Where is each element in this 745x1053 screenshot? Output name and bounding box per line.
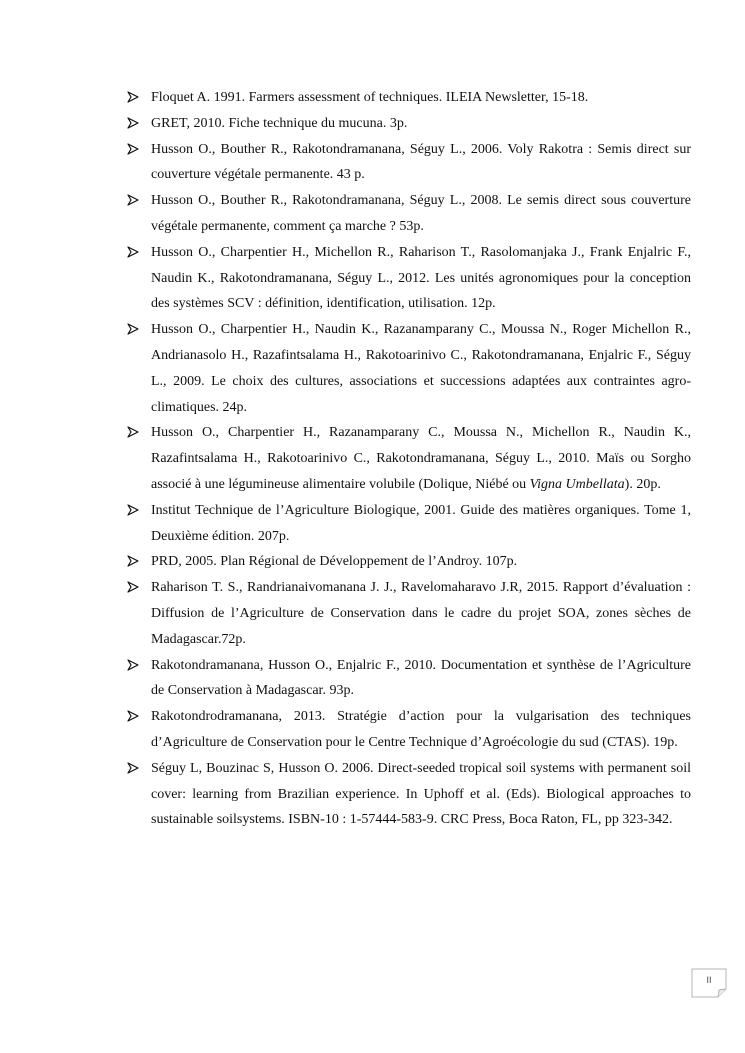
reference-text: Husson O., Bouther R., Rakotondramanana, Séguy L., 2006. Voly Rakotra : Semis direct sur couverture végétale permanente. 43 p. xyxy=(151,141,691,183)
page-number: II xyxy=(706,975,712,985)
reference-italic-species: Vigna Umbellata xyxy=(529,476,625,492)
reference-item xyxy=(127,498,691,550)
reference-text-end: ). 20p. xyxy=(624,476,661,492)
reference-item xyxy=(127,188,691,240)
reference-text: Husson O., Charpentier H., Razanamparany C., Moussa N., Michellon R., Naudin K., Razafintsalama H., Rakotoarinivo C., Rakotondramanana, Séguy L., 2010. Maïs ou Sorgho associé à une légumineuse alimentaire volubile (Dolique, Niébé ou xyxy=(151,425,691,492)
reference-item xyxy=(127,111,691,137)
reference-item xyxy=(127,137,691,189)
reference-text: PRD, 2005. Plan Régional de Développement de l’Androy. 107p. xyxy=(151,554,518,570)
reference-text: Husson O., Charpentier H., Naudin K., Razanamparany C., Moussa N., Roger Michellon R., Andrianasolo H., Razafintsalama H., Rakotoarinivo C., Rakotondramanana, Enjalric F., Séguy L., 2009. Le choix des cultures, associations et successions adaptées aux contraintes agro-climatiques. 24p. xyxy=(151,322,691,415)
arrowhead-bullet-icon xyxy=(127,91,139,103)
arrowhead-bullet-icon xyxy=(127,659,139,671)
reference-text: Séguy L, Bouzinac S, Husson O. 2006. Direct-seeded tropical soil systems with permanent soil cover: learning from Brazilian experience. In Uphoff et al. (Eds). Biological approaches to sustainable soilsystems. ISBN-10 : 1-57444-583-9. CRC Press, Boca Raton, FL, pp 323-342. xyxy=(151,760,691,828)
arrowhead-bullet-icon xyxy=(127,194,139,206)
arrowhead-bullet-icon xyxy=(127,762,139,774)
arrowhead-bullet-icon xyxy=(127,555,139,567)
reference-text: GRET, 2010. Fiche technique du mucuna. 3p. xyxy=(151,115,408,131)
arrowhead-bullet-icon xyxy=(127,710,139,722)
reference-text: Floquet A. 1991. Farmers assessment of techniques. ILEIA Newsletter, 15-18. xyxy=(151,90,589,105)
reference-item xyxy=(127,85,691,111)
reference-text: Husson O., Bouther R., Rakotondramanana, Séguy L., 2008. Le semis direct sous couverture végétale permanente, comment ça marche ? 53p. xyxy=(151,193,691,234)
reference-text: Rakotondrodramanana, 2013. Stratégie d’action pour la vulgarisation des techniques d’Agriculture de Conservation pour le Centre Technique d’Agroécologie du sud (CTAS). 19p. xyxy=(151,709,691,750)
arrowhead-bullet-icon xyxy=(127,504,139,516)
reference-item xyxy=(127,549,691,575)
arrowhead-bullet-icon xyxy=(127,117,139,129)
page-number-box xyxy=(691,968,727,998)
reference-item xyxy=(127,756,691,833)
reference-text: Rakotondramanana, Husson O., Enjalric F., 2010. Documentation et synthèse de l’Agriculture de Conservation à Madagascar. 93p. xyxy=(151,657,691,699)
arrowhead-bullet-icon xyxy=(127,426,139,438)
reference-text: Institut Technique de l’Agriculture Biologique, 2001. Guide des matières organiques. Tome 1, Deuxième édition. 207p. xyxy=(151,502,691,544)
reference-text: Raharison T. S., Randrianaivomanana J. J., Ravelomaharavo J.R, 2015. Rapport d’évaluation : Diffusion de l’Agriculture de Conservation dans le cadre du projet SOA, zones sèches de Madagascar.72p. xyxy=(151,580,691,647)
reference-item xyxy=(127,240,691,317)
reference-item xyxy=(127,420,691,497)
reference-item xyxy=(127,704,691,756)
arrowhead-bullet-icon xyxy=(127,581,139,593)
arrowhead-bullet-icon xyxy=(127,246,139,258)
reference-item xyxy=(127,575,691,652)
reference-item xyxy=(127,653,691,705)
reference-list xyxy=(127,85,691,833)
reference-text: Husson O., Charpentier H., Michellon R., Raharison T., Rasolomanjaka J., Frank Enjalric F., Naudin K., Rakotondramanana, Séguy L., 2012. Les unités agronomiques pour la conception des systèmes SCV : définition, identification, utilisation. 12p. xyxy=(151,244,691,312)
arrowhead-bullet-icon xyxy=(127,323,139,335)
reference-item xyxy=(127,317,691,420)
arrowhead-bullet-icon xyxy=(127,143,139,155)
